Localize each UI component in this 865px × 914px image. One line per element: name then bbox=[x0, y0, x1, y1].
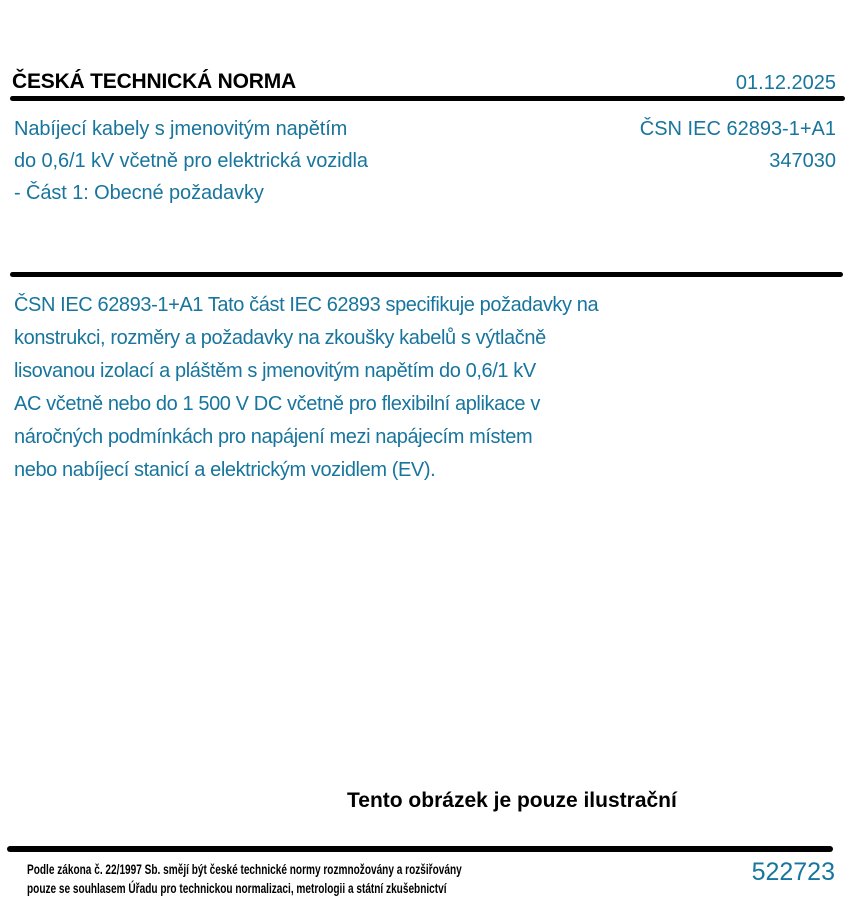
norm-title-line-1: Nabíjecí kabely s jmenovitým napětím bbox=[14, 118, 348, 140]
page-title: ČESKÁ TECHNICKÁ NORMA bbox=[12, 70, 296, 93]
abstract-line-2: konstrukci, rozměry a požadavky na zkoušky kabelů s výtlačně bbox=[14, 327, 546, 349]
issue-date: 01.12.2025 bbox=[735, 72, 836, 94]
abstract-line-1: ČSN IEC 62893-1+A1 Tato část IEC 62893 specifikuje požadavky na bbox=[14, 294, 599, 316]
order-number: 522723 bbox=[751, 858, 835, 886]
header-divider bbox=[10, 96, 845, 101]
footer-legal-line-2: pouze se souhlasem Úřadu pro technickou normalizaci, metrologii a státní zkušebnictví bbox=[27, 880, 447, 896]
footer-divider bbox=[7, 846, 833, 852]
footer-legal-text bbox=[27, 860, 462, 898]
abstract-divider bbox=[10, 272, 843, 277]
norm-class-number: 347030 bbox=[769, 150, 836, 172]
abstract-line-4: AC včetně nebo do 1 500 V DC včetně pro flexibilní aplikace v bbox=[14, 393, 540, 415]
norm-title-line-3: - Část 1: Obecné požadavky bbox=[14, 182, 264, 204]
footer-legal-line-1: Podle zákona č. 22/1997 Sb. smějí být české technické normy rozmnožovány a rozšiřovány bbox=[27, 861, 462, 877]
norm-title-line-2: do 0,6/1 kV včetně pro elektrická vozidla bbox=[14, 150, 368, 172]
illustration-note: Tento obrázek je pouze ilustrační bbox=[347, 789, 677, 812]
abstract-line-5: náročných podmínkách pro napájení mezi napájecím místem bbox=[14, 426, 533, 448]
norm-identifiers bbox=[640, 113, 836, 177]
norm-designation: ČSN IEC 62893-1+A1 bbox=[639, 118, 836, 140]
abstract-line-3: lisovanou izolací a pláštěm s jmenovitým napětím do 0,6/1 kV bbox=[14, 360, 536, 382]
norm-title bbox=[14, 113, 368, 209]
norm-abstract bbox=[14, 289, 598, 487]
abstract-line-6: nebo nabíjecí stanicí a elektrickým vozidlem (EV). bbox=[14, 459, 436, 481]
